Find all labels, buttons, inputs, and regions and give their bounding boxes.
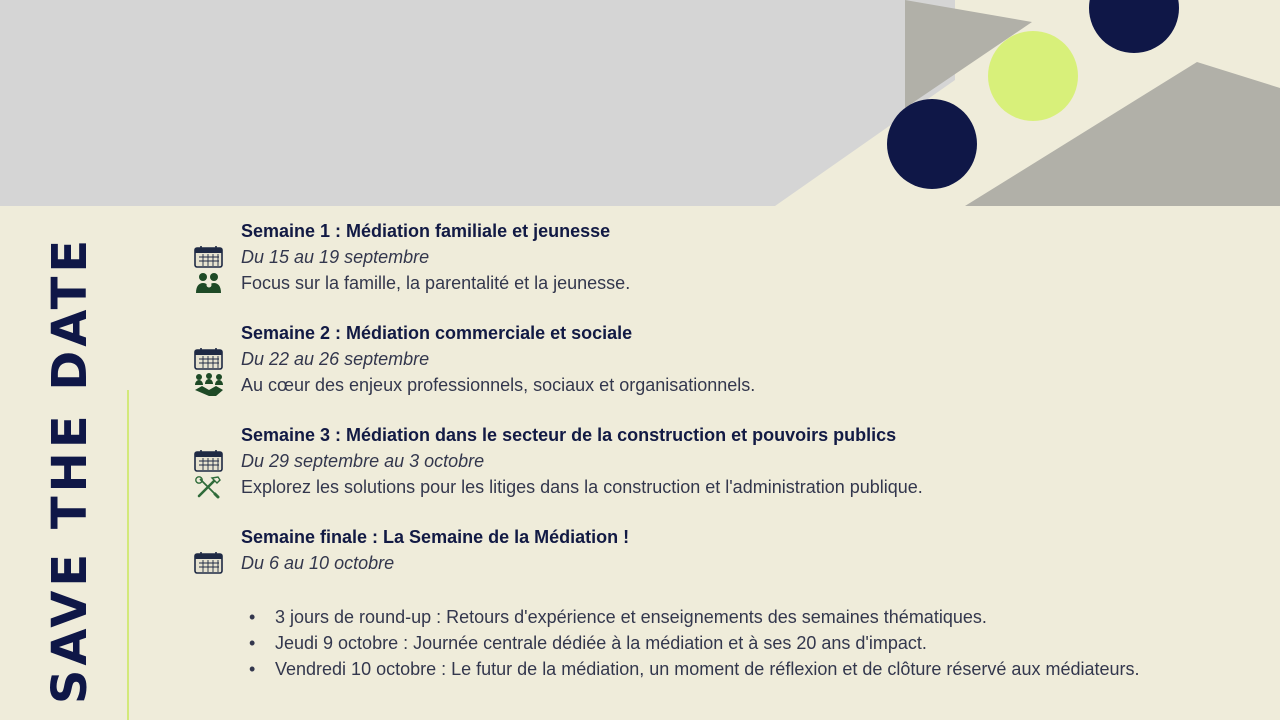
week-2: [192, 320, 1272, 398]
week-2-dates: [192, 346, 1272, 372]
calendar-icon: [192, 347, 226, 371]
week-1: [192, 218, 1272, 296]
week-3-description-text: Explorez les solutions pour les litiges dans la construction et l'administration publique.: [241, 477, 923, 497]
week-1-description-text: Focus sur la famille, la parentalité et la jeunesse.: [241, 273, 631, 293]
calendar-icon: [192, 245, 226, 269]
week-final-dates-text: Du 6 au 10 octobre: [241, 553, 395, 573]
week-final: [192, 524, 1272, 682]
family-icon: [192, 271, 226, 295]
handshake-icon: [192, 373, 226, 397]
program-list: [192, 218, 1272, 706]
navy-circle-top: [1089, 0, 1179, 53]
lime-circle: [988, 31, 1078, 121]
week-3-dates-text: Du 29 septembre au 3 octobre: [241, 451, 485, 471]
week-1-dates-text: Du 15 au 19 septembre: [241, 247, 430, 267]
banner-gray-block: [0, 0, 955, 206]
week-3-dates: [192, 448, 1272, 474]
tools-icon: [192, 475, 226, 499]
week-3-title: Semaine 3 : Médiation dans le secteur de la construction et pouvoirs publics: [241, 425, 897, 445]
week-2-description: [192, 372, 1272, 398]
week-2-title: Semaine 2 : Médiation commerciale et sociale: [241, 323, 633, 343]
week-3: [192, 422, 1272, 500]
week-final-title: Semaine finale : La Semaine de la Médiation !: [241, 527, 630, 547]
week-final-dates: [192, 550, 1272, 576]
week-1-title: Semaine 1 : Médiation familiale et jeunesse: [241, 221, 611, 241]
week-2-dates-text: Du 22 au 26 septembre: [241, 349, 430, 369]
week-3-description: [192, 474, 1272, 500]
calendar-icon: [192, 449, 226, 473]
navy-circle-bottom: [887, 99, 977, 189]
list-item: • Jeudi 9 octobre : Journée centrale dédiée à la médiation et à ses 20 ans d'impact.: [249, 630, 1272, 656]
list-item: • 3 jours de round-up : Retours d'expérience et enseignements des semaines thématiques.: [249, 604, 1272, 630]
save-the-date-title: SAVE THE DATE: [42, 235, 98, 705]
list-item: • Vendredi 10 octobre : Le futur de la médiation, un moment de réflexion et de clôture réservé aux médiateurs.: [249, 656, 1272, 682]
week-2-description-text: Au cœur des enjeux professionnels, sociaux et organisationnels.: [241, 375, 756, 395]
accent-divider: [127, 390, 129, 720]
header-banner: [0, 0, 1280, 206]
calendar-icon: [192, 551, 226, 575]
final-week-bullets: [192, 604, 1272, 682]
week-1-dates: [192, 244, 1272, 270]
week-1-description: [192, 270, 1272, 296]
